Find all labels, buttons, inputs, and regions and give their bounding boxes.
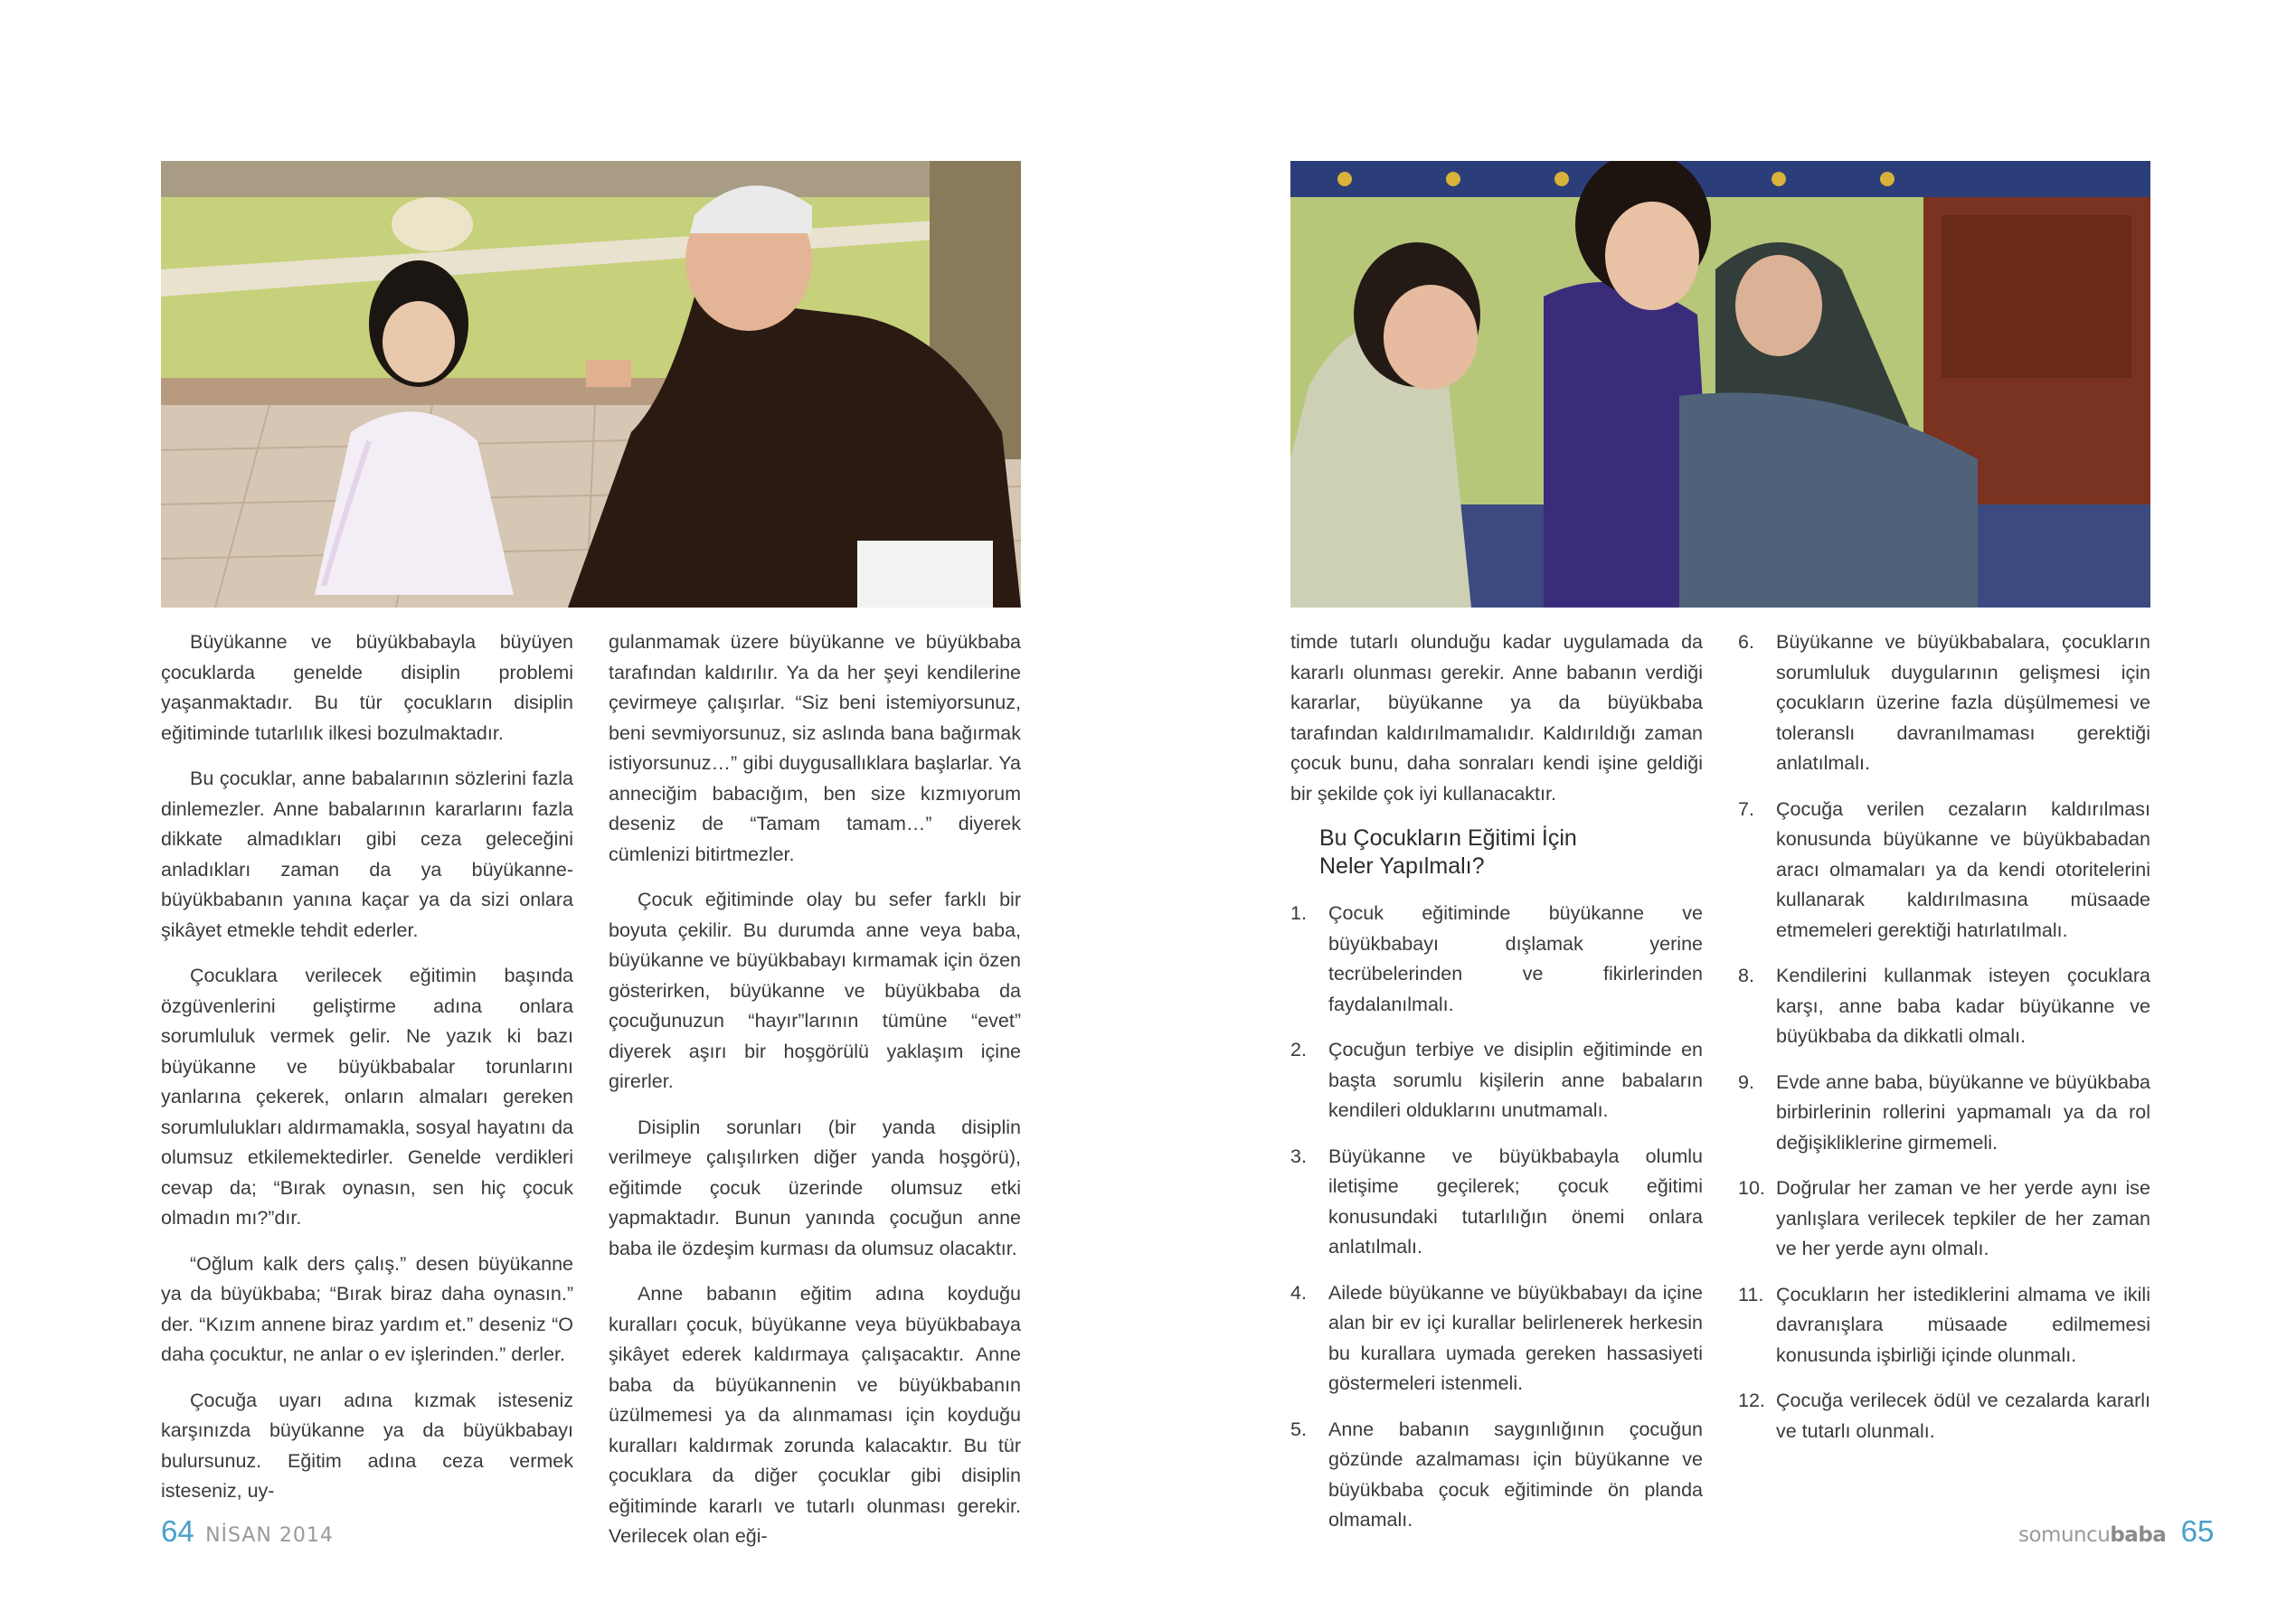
- folio-right: [2018, 1515, 2214, 1551]
- list-item: [1290, 1278, 1703, 1399]
- article-column-4: [1738, 627, 2150, 1462]
- page-number-right: 65: [2180, 1514, 2215, 1548]
- list-item: [1290, 1142, 1703, 1263]
- list-text: Ailede büyükanne ve büyükbabayı da içine alan bir ev içi kurallar belirlenerek herkesin bu kurallara uymada gereken hassasiyeti göstermeleri istenmeli.: [1328, 1281, 1703, 1394]
- list-item: [1738, 1386, 2150, 1447]
- paragraph: Büyükanne ve büyükbabayla büyüyen çocuklarda genelde disiplin problemi yaşanmaktadır. Bu tür çocukların disiplin eğitiminde tutarlılık ilkesi bozulmaktadır.: [161, 631, 573, 744]
- subheading-line-2: Neler Yapılmalı?: [1319, 853, 1485, 879]
- paragraph: Disiplin sorunları (bir yanda disiplin verilmeye çalışılırken diğer yanda hoşgörü), eğitimde çocuk üzerinde olumsuz etki yapmaktadır. Bunun yanında çocuğun anne baba ile özdeşim kurması da olumsuz olacaktır.: [609, 1116, 1021, 1259]
- list-item: [1290, 1415, 1703, 1536]
- list-number: 4.: [1290, 1281, 1307, 1304]
- list-text: Doğrular her zaman ve her yerde aynı ise yanlışlara verilecek tepkiler de her zaman ve her yerde aynı olmalı.: [1776, 1177, 2150, 1259]
- tips-list-part-1: [1290, 899, 1703, 1536]
- paragraph: Çocuğa uyarı adına kızmak isteseniz karşınızda büyükanne ya da büyükbabayı bulursunuz. Eğitim adına ceza vermek isteseniz, uy-: [161, 1389, 573, 1502]
- list-item: [1738, 961, 2150, 1052]
- paragraph: gulanmamak üzere büyükanne ve büyükbaba tarafından kaldırılır. Ya da her şeyi kendilerine çevirmeye çalışırlar. “Siz beni istemiyorsunuz, beni sevmiyorsunuz, siz aslında bana bağırmak istiyorsunuz…” gibi duygusallıklara başlarlar. Ya anneciğim babacığım, ben size kızmıyorum deseniz de “Tamam tamam…” diyerek cümlenizi bitirtmezler.: [609, 631, 1021, 865]
- list-number: 11.: [1738, 1283, 1764, 1305]
- list-text: Büyükanne ve büyükbabalara, çocukların sorumluluk duygularının gelişmesi için çocukların üzerine fazla düşülmemesi ve toleranslı davranılmaması gerektiği anlatılmalı.: [1776, 631, 2150, 774]
- brand-light: somuncu: [2018, 1523, 2111, 1547]
- list-text: Çocuğun terbiye ve disiplin eğitiminde en başta sorumlu kişilerin anne babaların kendileri olduklarını unutmamalı.: [1328, 1039, 1703, 1121]
- paragraph: Anne babanın eğitim adına koyduğu kuralları çocuk, büyükanne veya büyükbabaya şikâyet ederek kaldırmaya çalışacaktır. Anne baba da büyükannenin ve büyükbabanın üzülmemesi ya da alınmaması için koyduğu kuralları kaldırmak zorunda kalacaktır. Bu tür çocuklara da diğer çocuklar gibi disiplin eğitiminde kararlı ve tutarlı olunması gerekir. Verilecek olan eği-: [609, 1283, 1021, 1547]
- list-item: [1738, 1173, 2150, 1265]
- brand-bold: baba: [2110, 1523, 2167, 1547]
- section-subheading: [1319, 825, 1703, 881]
- photo-girl-and-grandfather-image: [161, 161, 1021, 608]
- paragraph: Bu çocuklar, anne babalarının sözlerini fazla dinlemezler. Anne babalarının kararlarını fazla dikkate almadıkları gibi ceza geleceğini anladıkları zaman da ya büyükanne-büyükbabanın yanına kaçar ya da sizi onlara şikâyet etmekle tehdit ederler.: [161, 768, 573, 941]
- photo-girls-and-grandmother-image: [1290, 161, 2150, 608]
- photo-girls-and-grandmother: [1290, 161, 2150, 608]
- list-number: 10.: [1738, 1177, 1765, 1199]
- list-number: 2.: [1290, 1039, 1307, 1060]
- list-item: [1738, 1280, 2150, 1371]
- list-text: Evde anne baba, büyükanne ve büyükbaba birbirlerinin rollerini yapmamalı ya da rol değişikliklerine girmemeli.: [1776, 1070, 2150, 1154]
- list-text: Çocuğa verilen cezaların kaldırılması konusunda büyükanne ve büyükbabadan aracı olmamaları ya da kendi otoritelerini kullanarak kaldırılmasına müsaade etmemeleri gerektiği hatırlatılmalı.: [1776, 797, 2150, 941]
- list-item: [1738, 795, 2150, 947]
- paragraph: timde tutarlı olunduğu kadar uygulamada da kararlı olunması gerekir. Anne babanın verdiği kararlar, büyükanne ya da büyükbaba tarafından kaldırılmamalıdır. Kaldırıldığı zaman çocuk bunu, daha sonraları kendi işine geldiği bir şekilde çok iyi kullanacaktır.: [1290, 631, 1703, 805]
- list-number: 5.: [1290, 1418, 1307, 1440]
- magazine-brand: [2018, 1523, 2166, 1547]
- list-number: 7.: [1738, 797, 1754, 820]
- article-column-3: [1290, 627, 1703, 1551]
- list-text: Anne babanın saygınlığının çocuğun gözünde azalmaması için büyükanne ve büyükbaba çocuk eğitiminde ön planda olmamalı.: [1328, 1418, 1703, 1531]
- list-text: Kendilerini kullanmak isteyen çocuklara karşı, anne baba kadar büyükanne ve büyükbaba da dikkatli olmalı.: [1776, 965, 2150, 1047]
- tips-list-part-2: [1738, 627, 2150, 1447]
- list-number: 12.: [1738, 1390, 1765, 1411]
- list-item: [1290, 899, 1703, 1020]
- article-column-2: [609, 627, 1021, 1568]
- paragraph: Çocuk eğitiminde olay bu sefer farklı bir boyuta çekilir. Bu durumda anne veya baba, büyükanne ve büyükbabayı kırmamak için özen gösterirken, büyükanne ve büyükbaba da çocuğunuzun “hayır”larının tümüne “evet” diyerek aşırı bir hoşgörülü yaklaşım içine girerler.: [609, 889, 1021, 1092]
- folio-left: [161, 1515, 334, 1552]
- list-item: [1738, 627, 2150, 779]
- list-number: 6.: [1738, 631, 1754, 653]
- list-number: 8.: [1738, 965, 1754, 986]
- page-number-left: 64: [161, 1514, 194, 1548]
- list-text: Çocuğa verilecek ödül ve cezalarda kararlı ve tutarlı olunmalı.: [1776, 1390, 2150, 1442]
- list-number: 3.: [1290, 1145, 1307, 1167]
- list-text: Çocuk eğitiminde büyükanne ve büyükbabayı dışlamak yerine tecrübelerinden ve fikirlerinden faydalanılmalı.: [1328, 902, 1703, 1015]
- subheading-line-1: Bu Çocukların Eğitimi İçin: [1319, 825, 1577, 851]
- article-column-1: [161, 627, 573, 1522]
- list-text: Büyükanne ve büyükbabayla olumlu iletişime geçilerek; çocuk eğitimi konusundaki tutarlılığın önemi onlara anlatılmalı.: [1328, 1145, 1703, 1258]
- photo-girl-and-grandfather: [161, 161, 1021, 608]
- list-item: [1290, 1035, 1703, 1126]
- list-item: [1738, 1068, 2150, 1159]
- paragraph: Çocuklara verilecek eğitimin başında özgüvenlerini geliştirme adına onlara sorumluluk vermek gelir. Ne yazık ki bazı büyükanne ve büyükbabalar torunlarını yanlarına çekerek, onların almaları gereken sorumlulukları aldırmamakla, sosyal hayatını da olumsuz etkilemektedirler. Genelde verdikleri cevap da; “Bırak oynasın, sen hiç çocuk olmadın mı?”dır.: [161, 965, 573, 1229]
- list-number: 9.: [1738, 1070, 1754, 1093]
- paragraph: “Oğlum kalk ders çalış.” desen büyükanne ya da büyükbaba; “Bırak biraz daha oynasın.” der. “Kızım annene biraz yardım et.” deseniz “O daha çocuktur, ne anlar o ev işlerinden.” derler.: [161, 1252, 573, 1365]
- issue-date: NİSAN 2014: [205, 1524, 334, 1547]
- list-number: 1.: [1290, 902, 1307, 924]
- list-text: Çocukların her istediklerini almama ve ikili davranışlara müsaade edilmemesi konusunda işbirliği içinde olunmalı.: [1776, 1283, 2150, 1366]
